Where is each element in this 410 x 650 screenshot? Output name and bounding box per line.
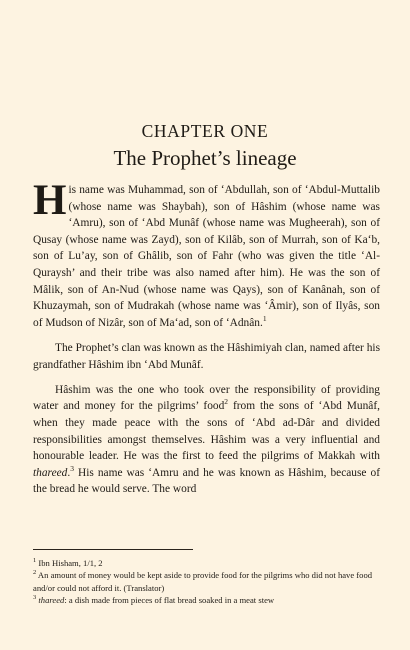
paragraph-text: . (67, 466, 71, 479)
footnote-text: : a dish made from pieces of flat bread soaked in a meat stew (64, 595, 275, 606)
paragraph-text: The Prophet’s clan was known as the Hâshimiyah clan, named after his grandfather Hâshim ibn ‘Abd Munâf. (33, 341, 380, 371)
paragraph-hashim (33, 382, 380, 498)
footnote-divider (33, 549, 193, 550)
footnote-mark: 3 (33, 594, 37, 602)
drop-cap: H (33, 177, 67, 224)
italic-term: thareed (33, 466, 68, 479)
chapter-number: CHAPTER ONE (141, 121, 269, 141)
footnote-text: An amount of money would be kept aside to provide food for the pilgrims who did not have food and/or could not afford it. (Translator) (33, 570, 373, 593)
footnote (33, 557, 380, 569)
paragraph-text: is name was Muhammad, son of ‘Abdullah, son of ‘Abdul-Muttalib (whose name was Shaybah), son of Hâshim (whose name was ‘Amru), son of ‘Abd Munâf (whose name was Mugheerah), son of Qusay (whose name was Zayd), son of Kilâb, son of Murrah, son of Ka‘b, son of Lu’ay, son of Ghâlib, son of Fahr (who was given the title ‘Al-Quraysh’ and their tribe was also named after him). He was the son of Mâlik, son of An-Nud (whose name was Qays), son of Kanânah, son of Khuzaymah, son of Mudrakah (whose name was ‘Âmir), son of Ilyâs, son of Mudson of Nizâr, son of Ma‘ad, son of ‘Adnân. (33, 184, 380, 329)
paragraph-text: Hâshim was the one who took over the responsibility of providing water and money for the pilgrims’ food (33, 383, 380, 413)
footnote-text: Ibn Hisham, 1/1, 2 (36, 558, 103, 568)
footnote-ref: 2 (224, 397, 229, 407)
footnote (33, 569, 380, 594)
footnotes (33, 557, 380, 607)
italic-term: thareed (36, 595, 65, 606)
body-text (33, 177, 380, 506)
footnote-mark: 2 (33, 569, 37, 577)
paragraph-text: His name was ‘Amru and he was known as Hâshim, because of the bread he would serve. The word (33, 466, 380, 496)
chapter-title: The Prophet’s lineage (113, 146, 297, 170)
paragraph-text: from the sons of ‘Abd Munâf, when they made peace with the sons of ‘Abd ad-Dâr and divided responsibilities amongst themselves. Hâshim was a very influential and honourable leader. He was the first to feed the pilgrims of Makkah with (33, 400, 380, 463)
footnote-mark: 1 (33, 557, 37, 565)
footnote-ref: 3 (70, 463, 74, 473)
footnote (33, 594, 380, 606)
paragraph-lineage (33, 177, 380, 331)
footnote-ref: 1 (262, 313, 267, 323)
paragraph-clan (33, 340, 380, 373)
